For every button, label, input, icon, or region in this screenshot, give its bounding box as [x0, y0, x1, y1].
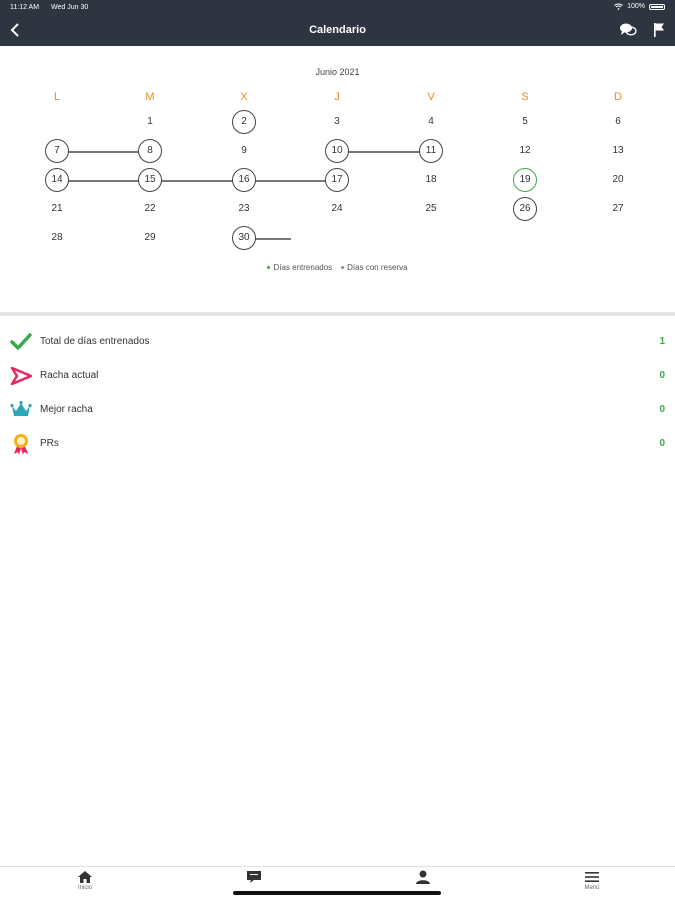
weekday-label: D: [614, 91, 622, 103]
calendar-day[interactable]: 16: [232, 168, 256, 192]
calendar-day[interactable]: 28: [45, 226, 69, 250]
tab-menu[interactable]: [552, 870, 632, 891]
calendar-day[interactable]: 8: [138, 139, 162, 163]
calendar-day[interactable]: 24: [325, 197, 349, 221]
calendar-day[interactable]: 21: [45, 197, 69, 221]
stat-row-total-trained: [0, 329, 675, 355]
calendar-day[interactable]: 1: [138, 110, 162, 134]
chat-icon: [619, 22, 637, 38]
reservation-link: [57, 151, 150, 153]
calendar-day[interactable]: 18: [419, 168, 443, 192]
calendar-day[interactable]: 29: [138, 226, 162, 250]
stat-row-prs: [0, 431, 675, 457]
medal-icon: [10, 433, 32, 455]
calendar-day[interactable]: 6: [606, 110, 630, 134]
crown-icon: [10, 399, 32, 421]
stat-row-current-streak: [0, 363, 675, 389]
stat-label: PRs: [40, 438, 59, 449]
calendar-day[interactable]: 30: [232, 226, 256, 250]
menu-icon: [584, 870, 600, 884]
calendar-day[interactable]: 5: [513, 110, 537, 134]
status-date: Wed Jun 30: [51, 4, 89, 11]
chat-button[interactable]: [619, 22, 637, 38]
tab-label: Inicio: [77, 885, 92, 891]
reservation-link: [57, 180, 337, 182]
calendar-day[interactable]: 9: [232, 139, 256, 163]
reserved-dot-icon: [341, 266, 344, 269]
calendar-day[interactable]: 7: [45, 139, 69, 163]
weekday-label: X: [240, 91, 248, 103]
flag-button[interactable]: [652, 22, 666, 38]
send-icon: [10, 365, 32, 387]
home-indicator: [233, 891, 441, 895]
weekday-label: V: [427, 91, 435, 103]
weekday-label: J: [334, 91, 340, 103]
calendar-day[interactable]: 13: [606, 139, 630, 163]
tab-activity[interactable]: [214, 870, 294, 885]
stat-value: 0: [659, 370, 665, 381]
stat-row-best-streak: [0, 397, 675, 423]
legend-reserved: Días con reserva: [347, 263, 408, 272]
weekday-label: M: [145, 91, 155, 103]
calendar-day[interactable]: 23: [232, 197, 256, 221]
section-divider: [0, 312, 675, 316]
stat-label: Total de días entrenados: [40, 336, 150, 347]
bottom-tab-bar: [0, 866, 675, 901]
calendar-day[interactable]: 26: [513, 197, 537, 221]
stat-label: Mejor racha: [40, 404, 93, 415]
calendar-day[interactable]: 14: [45, 168, 69, 192]
board-icon: [246, 870, 262, 884]
calendar-day[interactable]: 2: [232, 110, 256, 134]
calendar-day[interactable]: 22: [138, 197, 162, 221]
calendar-day[interactable]: 20: [606, 168, 630, 192]
weekday-label: L: [53, 91, 61, 103]
trained-dot-icon: [267, 266, 270, 269]
status-right: [614, 3, 665, 10]
calendar-day[interactable]: 19: [513, 168, 537, 192]
user-icon: [415, 870, 431, 884]
calendar-day[interactable]: 4: [419, 110, 443, 134]
calendar-day[interactable]: 15: [138, 168, 162, 192]
calendar-day[interactable]: 25: [419, 197, 443, 221]
calendar-day[interactable]: 3: [325, 110, 349, 134]
calendar-day[interactable]: 17: [325, 168, 349, 192]
calendar-day[interactable]: 10: [325, 139, 349, 163]
calendar-month: Junio 2021: [315, 67, 360, 77]
check-icon: [10, 331, 32, 353]
calendar-day[interactable]: 11: [419, 139, 443, 163]
flag-icon: [652, 22, 666, 38]
stat-value: 1: [659, 336, 665, 347]
battery-icon: [649, 4, 665, 10]
calendar-legend: [0, 263, 675, 272]
top-bar: [0, 0, 675, 46]
status-time: 11:12 AM: [10, 4, 40, 11]
calendar-day[interactable]: 27: [606, 197, 630, 221]
stat-label: Racha actual: [40, 370, 99, 381]
stat-value: 0: [659, 438, 665, 449]
page-title: Calendario: [309, 24, 366, 36]
home-icon: [77, 870, 93, 884]
weekday-label: S: [521, 91, 529, 103]
calendar-day[interactable]: 12: [513, 139, 537, 163]
tab-profile[interactable]: [383, 870, 463, 885]
battery-percent: 100%: [627, 3, 645, 10]
wifi-icon: [614, 3, 623, 10]
reservation-link: [337, 151, 431, 153]
legend-trained: Días entrenados: [273, 263, 333, 272]
stat-value: 0: [659, 404, 665, 415]
tab-inicio[interactable]: [45, 870, 125, 891]
tab-label: Menú: [584, 885, 600, 891]
